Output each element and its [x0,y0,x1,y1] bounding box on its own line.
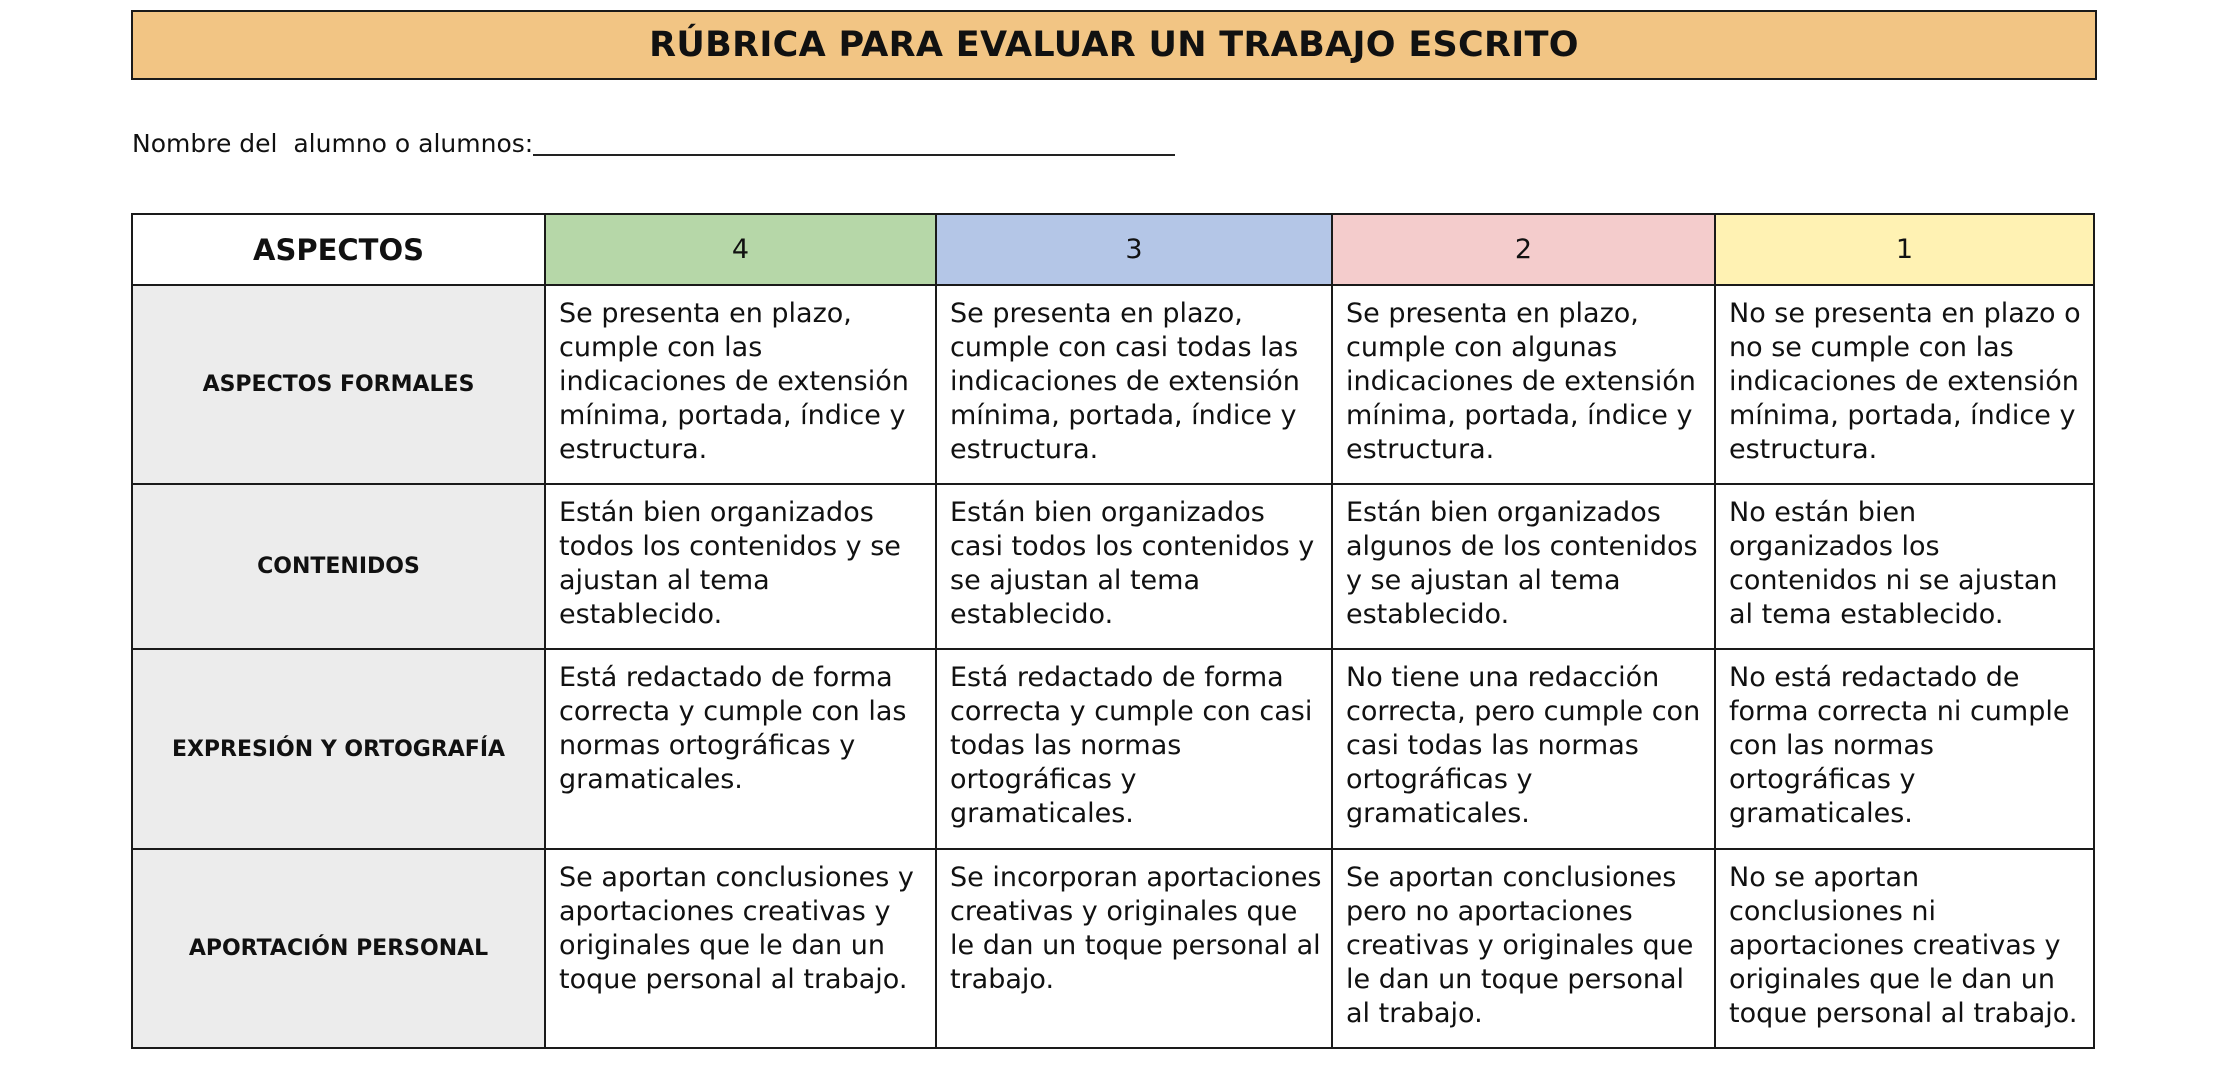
criterion-cell: Se presenta en plazo, cumple con las indicaciones de extensión mínima, portada, índice y estructura. [545,285,936,484]
student-name-blank[interactable] [533,126,1175,156]
table-row [132,484,2094,649]
header-aspects: ASPECTOS [132,214,545,285]
criterion-cell: No tiene una redacción correcta, pero cumple con casi todas las normas ortográficas y gramaticales. [1332,649,1715,849]
title-banner [131,10,2097,80]
criterion-cell: Están bien organizados todos los contenidos y se ajustan al tema establecido. [545,484,936,649]
criterion-cell: No están bien organizados los contenidos ni se ajustan al tema establecido. [1715,484,2094,649]
aspect-label: ASPECTOS FORMALES [132,285,545,484]
rubric-table [131,213,2095,1049]
aspect-label: EXPRESIÓN Y ORTOGRAFÍA [132,649,545,849]
criterion-cell: No se aportan conclusiones ni aportaciones creativas y originales que le dan un toque personal al trabajo. [1715,849,2094,1048]
criterion-cell: Están bien organizados casi todos los contenidos y se ajustan al tema establecido. [936,484,1332,649]
table-row [132,285,2094,484]
criterion-cell: Se incorporan aportaciones creativas y originales que le dan un toque personal al trabajo. [936,849,1332,1048]
criterion-cell: Se aportan conclusiones pero no aportaciones creativas y originales que le dan un toque personal al trabajo. [1332,849,1715,1048]
table-row [132,649,2094,849]
student-name-label: Nombre del alumno o alumnos: [132,129,534,158]
header-level-3: 3 [936,214,1332,285]
header-level-1: 1 [1715,214,2094,285]
aspect-label: CONTENIDOS [132,484,545,649]
criterion-cell: Está redactado de forma correcta y cumple con las normas ortográficas y gramaticales. [545,649,936,849]
criterion-cell: Se presenta en plazo, cumple con algunas indicaciones de extensión mínima, portada, índice y estructura. [1332,285,1715,484]
document-title: RÚBRICA PARA EVALUAR UN TRABAJO ESCRITO [649,25,1579,65]
criterion-cell: No se presenta en plazo o no se cumple con las indicaciones de extensión mínima, portada, índice y estructura. [1715,285,2094,484]
criterion-cell: Se aportan conclusiones y aportaciones creativas y originales que le dan un toque personal al trabajo. [545,849,936,1048]
criterion-cell: No está redactado de forma correcta ni cumple con las normas ortográficas y gramaticales. [1715,649,2094,849]
table-row [132,849,2094,1048]
header-level-2: 2 [1332,214,1715,285]
criterion-cell: Están bien organizados algunos de los contenidos y se ajustan al tema establecido. [1332,484,1715,649]
aspect-label: APORTACIÓN PERSONAL [132,849,545,1048]
student-name-line [132,121,1175,159]
table-header-row [132,214,2094,285]
header-level-4: 4 [545,214,936,285]
criterion-cell: Está redactado de forma correcta y cumple con casi todas las normas ortográficas y gramaticales. [936,649,1332,849]
criterion-cell: Se presenta en plazo, cumple con casi todas las indicaciones de extensión mínima, portada, índice y estructura. [936,285,1332,484]
